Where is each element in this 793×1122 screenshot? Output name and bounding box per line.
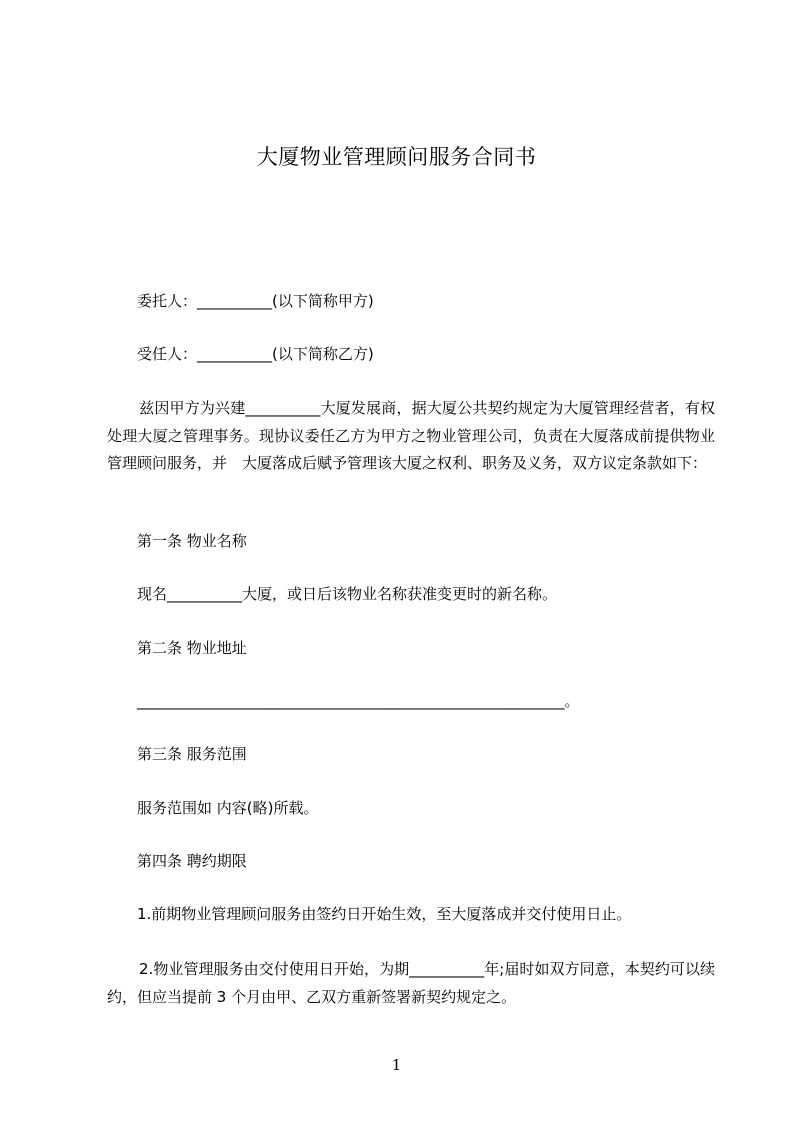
article2-text: _________________________________________________________。	[137, 692, 580, 710]
page-number: 1	[391, 1056, 402, 1074]
preamble-text: 兹因甲方为兴建__________大厦发展商，据大厦公共契约规定为大厦管理经营者，有权处理大厦之管理事务。现协议委任乙方为甲方之物业管理公司，负责在大厦落成前提供物业管理顾问服务，并 大厦落成后赋予管理该大厦之权利、职务及义务，双方议定条款如下：	[107, 399, 715, 472]
article1-text: 现名__________大厦，或日后该物业名称获准变更时的新名称。	[137, 585, 558, 603]
entrustor-line: 委托人：__________(以下简称甲方)	[137, 292, 374, 310]
article4-item1: 1.前期物业管理顾问服务由签约日开始生效，至大厦落成并交付使用日止。	[137, 905, 632, 923]
article3-heading: 第三条 服务范围	[137, 745, 247, 763]
preamble-paragraph	[107, 395, 715, 478]
document-title: 大厦物业管理顾问服务合同书	[256, 145, 537, 169]
article1-heading: 第一条 物业名称	[137, 532, 247, 550]
article4-item2: 2.物业管理服务由交付使用日开始，为期__________年;届时如双方同意，本契约可以续约，但应当提前 3 个月由甲、乙双方重新签署新契约规定之。	[107, 960, 715, 1006]
article3-text: 服务范围如 内容(略)所载。	[137, 799, 319, 817]
trustee-line: 受任人：__________(以下简称乙方)	[137, 345, 374, 363]
article2-heading: 第二条 物业地址	[137, 639, 247, 657]
article4-heading: 第四条 聘约期限	[137, 852, 247, 870]
article4-item2-paragraph	[107, 956, 715, 1011]
